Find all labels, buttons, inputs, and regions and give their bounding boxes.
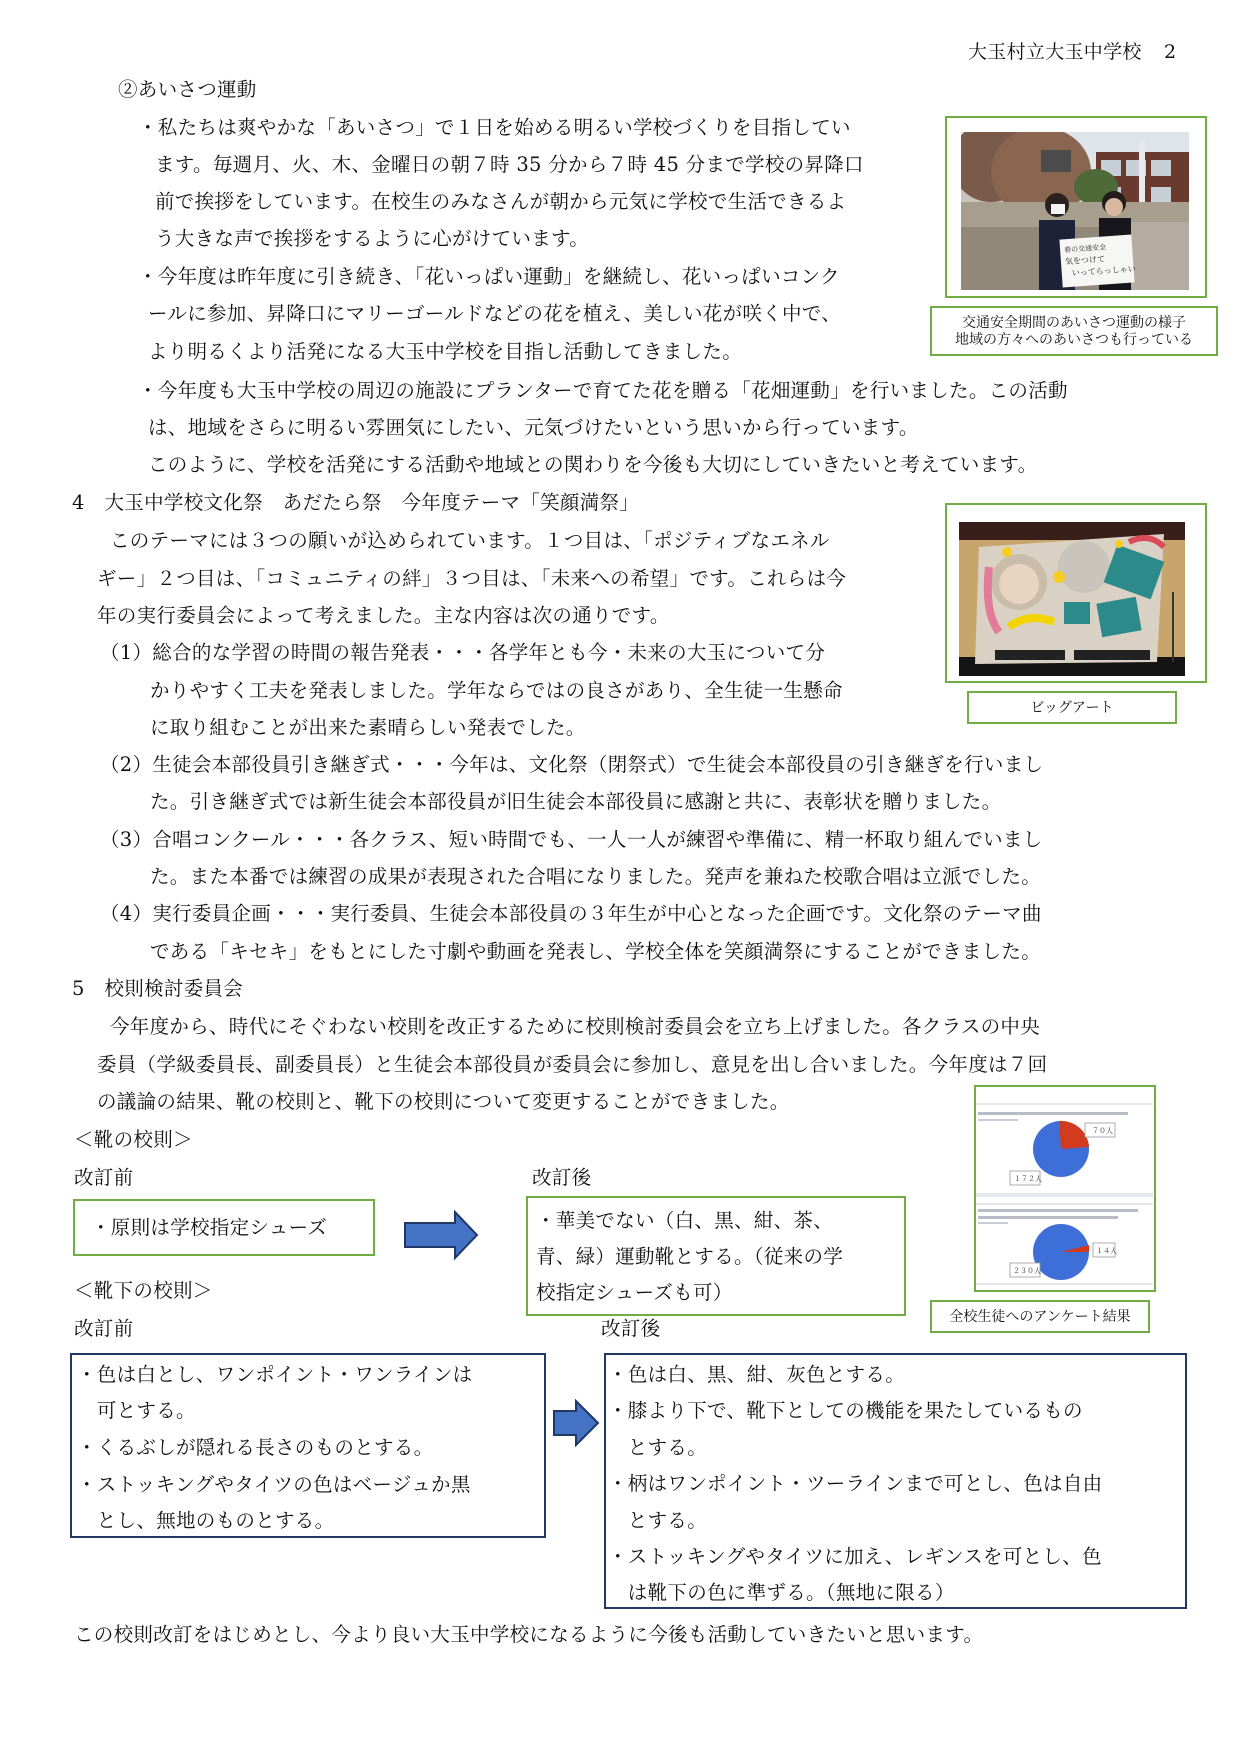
festival-item-1: （1）総合的な学習の時間の報告発表・・・各学年とも今・未来の大玉について分 — [100, 641, 826, 664]
festival-item-4: （4）実行委員企画・・・実行委員、生徒会本部役員の３年生が中心となった企画です。文化祭のテーマ曲 — [100, 902, 1042, 925]
page-header — [968, 40, 1176, 64]
socks-before-text: ・ストッキングやタイツの色はベージュか黒 — [77, 1473, 471, 1496]
big-art-caption-box — [967, 691, 1177, 724]
survey-pie-charts — [976, 1087, 1153, 1289]
socks-after-box — [604, 1353, 1187, 1609]
socks-after-text: とする。 — [608, 1509, 708, 1532]
greeting-line: より明るくより活発になる大玉中学校を目指し活動してきました。 — [148, 340, 743, 363]
socks-before-text: ・色は白とし、ワンポイント・ワンラインは — [77, 1363, 473, 1386]
greeting-line: ールに参加、昇降口にマリーゴールドなどの花を植え、美しい花が咲く中で、 — [148, 302, 841, 325]
greeting-line: う大きな声で挨拶をするように心がけています。 — [155, 227, 590, 250]
svg-text:春の交通安全: 春の交通安全 — [1063, 243, 1107, 255]
socks-before-text: 可とする。 — [77, 1399, 196, 1422]
socks-after-text: ・柄はワンポイント・ツーラインまで可とし、色は自由 — [608, 1472, 1103, 1495]
shoes-before-text: ・原則は学校指定シューズ — [91, 1216, 328, 1239]
greeting-photo — [961, 132, 1189, 290]
school-name: 大玉村立大玉中学校 — [968, 41, 1142, 63]
greeting-line: は、地域をさらに明るい雰囲気にしたい、元気づけたいという思いから行っています。 — [148, 416, 919, 439]
socks-after-text: とする。 — [608, 1436, 708, 1459]
greeting-line: ます。毎週月、火、木、金曜日の朝７時 35 分から７時 45 分まで学校の昇降口 — [155, 153, 864, 176]
socks-after-text: ・ストッキングやタイツに加え、レギンスを可とし、色 — [608, 1545, 1102, 1568]
arrow-right-icon — [403, 1210, 479, 1260]
socks-after-text: ・膝より下で、靴下としての機能を果たしているもの — [608, 1399, 1083, 1422]
big-art-photo-frame — [945, 503, 1207, 683]
socks-after-label: 改訂後 — [601, 1317, 661, 1340]
greeting-caption-line: 地域の方々へのあいさつも行っている — [955, 332, 1193, 348]
socks-rule-title: ＜靴下の校則＞ — [74, 1279, 213, 1302]
festival-intro-line: ギー」２つ目は、「コミュニティの絆」３つ目は、「未来への希望」です。これらは今 — [97, 567, 847, 590]
arrow-right-icon — [552, 1399, 600, 1447]
survey-q2-label-a: １４人 — [1096, 1247, 1117, 1255]
survey-q1-label-a: ７０人 — [1092, 1127, 1113, 1135]
survey-q2-label-b: ２３０人 — [1013, 1267, 1041, 1275]
festival-intro-line: このテーマには３つの願いが込められています。１つ目は、「ポジティブなエネル — [110, 529, 830, 552]
festival-item-1: かりやすく工夫を発表しました。学年ならではの良さがあり、全生徒一生懸命 — [150, 679, 843, 702]
festival-item-3: （3）合唱コンクール・・・各クラス、短い時間でも、一人一人が練習や準備に、精一杯取り組んでいまし — [100, 828, 1043, 851]
festival-item-1: に取り組むことが出来た素晴らしい発表でした。 — [150, 716, 586, 739]
shoes-after-text: 校指定シューズも可） — [536, 1281, 733, 1304]
big-art-photo — [959, 522, 1185, 676]
festival-item-3: た。また本番では練習の成果が表現された合唱になりました。発声を兼ねた校歌合唱は立派でした。 — [150, 865, 1041, 888]
rules-intro-line: の議論の結果、靴の校則と、靴下の校則について変更することができました。 — [97, 1090, 790, 1113]
shoes-after-text: ・華美でない（白、黒、紺、茶、 — [536, 1209, 834, 1232]
greeting-line: 前で挨拶をしています。在校生のみなさんが朝から元気に学校で生活できるよ — [155, 190, 847, 213]
closing-statement: この校則改訂をはじめとし、今より良い大玉中学校になるように今後も活動していきたいと思います。 — [74, 1623, 984, 1646]
socks-before-text: とし、無地のものとする。 — [77, 1509, 335, 1532]
greeting-line: ・今年度も大玉中学校の周辺の施設にプランターで育てた花を贈る「花畑運動」を行いました。この活動 — [138, 379, 1068, 402]
greeting-line: ・私たちは爽やかな「あいさつ」で１日を始める明るい学校づくりを目指してい — [138, 116, 851, 139]
socks-before-box — [70, 1353, 546, 1538]
festival-item-2: （2）生徒会本部役員引き継ぎ式・・・今年は、文化祭（閉祭式）で生徒会本部役員の引き継ぎを行いまし — [100, 753, 1044, 776]
festival-item-4: である「キセキ」をもとにした寸劇や動画を発表し、学校全体を笑顔満祭にすることができました。 — [150, 940, 1042, 963]
shoes-after-text: 青、緑）運動靴とする。（従来の学 — [536, 1245, 844, 1268]
page-number: 2 — [1164, 41, 1177, 63]
greeting-heading: ②あいさつ運動 — [118, 78, 257, 101]
rules-intro-line: 今年度から、時代にそぐわない校則を改正するために校則検討委員会を立ち上げました。各クラスの中央 — [110, 1015, 1041, 1038]
socks-after-text: ・色は白、黒、紺、灰色とする。 — [608, 1363, 906, 1386]
rules-heading: 5 校則検討委員会 — [72, 977, 244, 1000]
socks-before-text: ・くるぶしが隠れる長さのものとする。 — [77, 1436, 434, 1459]
shoes-rule-title: ＜靴の校則＞ — [74, 1128, 193, 1151]
socks-after-text: は靴下の色に準ずる。（無地に限る） — [608, 1581, 955, 1604]
festival-heading: 4 大玉中学校文化祭 あだたら祭 今年度テーマ「笑顔満祭」 — [72, 491, 640, 514]
shoes-before-label: 改訂前 — [74, 1166, 134, 1189]
greeting-photo-caption-box — [930, 306, 1218, 356]
svg-text:いってらっしゃい: いってらっしゃい — [1071, 264, 1136, 278]
big-art-caption: ビッグアート — [1030, 700, 1114, 716]
festival-intro-line: 年の実行委員会によって考えました。主な内容は次の通りです。 — [97, 604, 670, 627]
shoes-after-box — [526, 1196, 906, 1316]
survey-image-frame — [974, 1085, 1156, 1292]
greeting-line: このように、学校を活発にする活動や地域との関わりを今後も大切にしていきたいと考えています。 — [148, 453, 1038, 476]
socks-before-label: 改訂前 — [74, 1317, 134, 1340]
greeting-line: ・今年度は昨年度に引き続き、「花いっぱい運動」を継続し、花いっぱいコンク — [138, 265, 840, 288]
greeting-caption-line: 交通安全期間のあいさつ運動の様子 — [962, 315, 1186, 331]
rules-intro-line: 委員（学級委員長、副委員長）と生徒会本部役員が委員会に参加し、意見を出し合いました。今年度は７回 — [97, 1053, 1048, 1076]
greeting-photo-frame — [945, 116, 1207, 298]
shoes-before-box — [73, 1199, 375, 1256]
svg-text:気をつけて: 気をつけて — [1064, 254, 1106, 267]
festival-item-2: た。引き継ぎ式では新生徒会本部役員が旧生徒会本部役員に感謝と共に、表彰状を贈りました。 — [150, 790, 1002, 813]
shoes-after-label: 改訂後 — [532, 1166, 592, 1189]
survey-caption: 全校生徒へのアンケート結果 — [949, 1309, 1131, 1325]
survey-caption-box — [930, 1300, 1150, 1333]
survey-q1-label-b: １７２人 — [1014, 1175, 1042, 1183]
